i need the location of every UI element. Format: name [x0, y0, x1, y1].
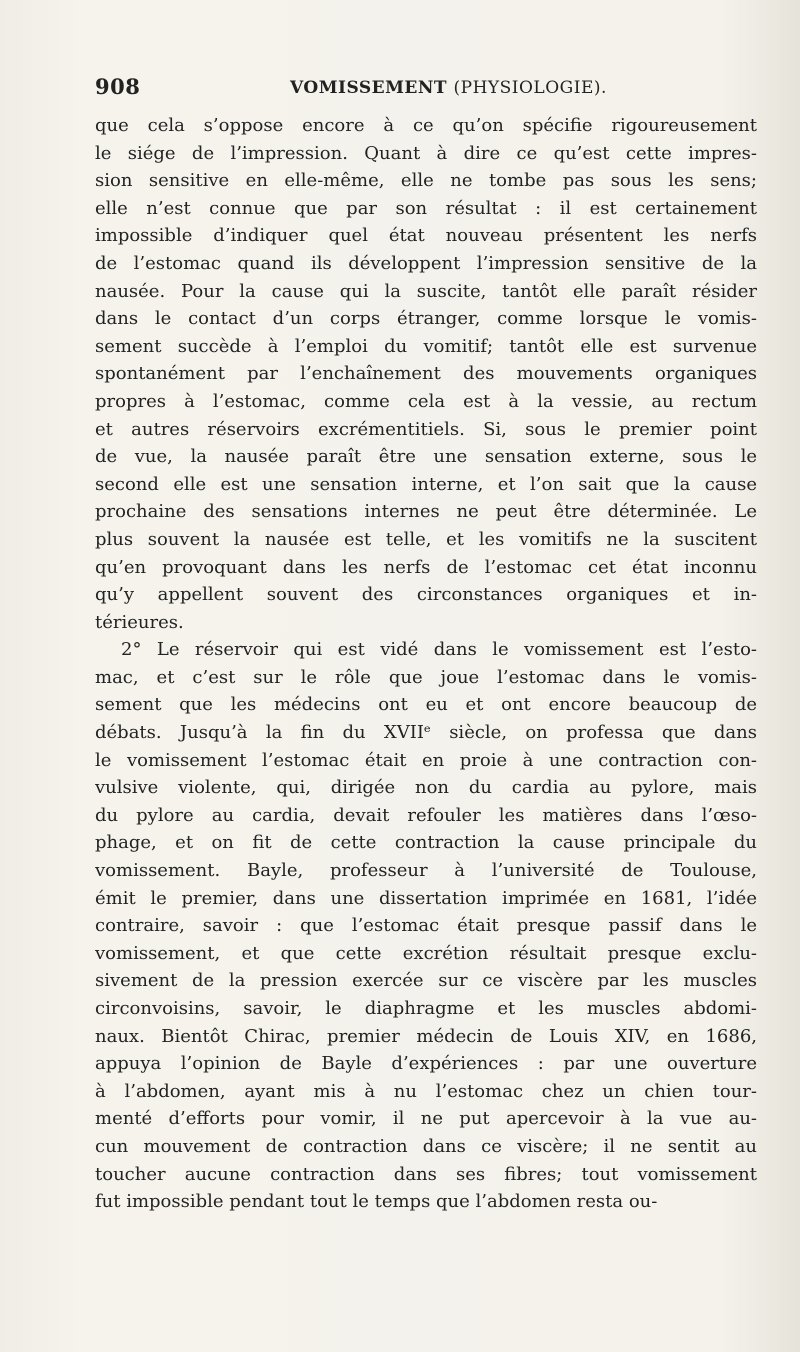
text-line: qu’y appellent souvent des circonstances organiques et in-	[95, 584, 757, 606]
text-line: émit le premier, dans une dissertation imprimée en 1681, l’idée	[95, 887, 757, 909]
text-line: toucher aucune contraction dans ses fibres; tout vomissement	[95, 1163, 757, 1185]
text-line: le vomissement l’estomac était en proie à une contraction con-	[95, 749, 757, 771]
text-line: propres à l’estomac, comme cela est à la vessie, au rectum	[95, 390, 757, 412]
text-line: sion sensitive en elle-même, elle ne tombe pas sous les sens;	[95, 170, 757, 192]
text-line: spontanément par l’enchaînement des mouvements organiques	[95, 363, 757, 385]
text-line: mac, et c’est sur le rôle que joue l’estomac dans le vomis-	[95, 666, 757, 688]
text-line: que cela s’oppose encore à ce qu’on spécifie rigoureusement	[95, 115, 757, 136]
text-line: térieures.	[95, 611, 184, 633]
text-line: sement que les médecins ont eu et ont encore beaucoup de	[95, 694, 757, 716]
running-title-main: VOMISSEMENT	[290, 78, 448, 98]
text-line: qu’en provoquant dans les nerfs de l’estomac cet état inconnu	[95, 556, 757, 578]
running-header	[95, 74, 755, 104]
text-line: 2° Le réservoir qui est vidé dans le vomissement est l’esto-	[121, 639, 757, 661]
text-line: et autres réservoirs excrémentitiels. Si, sous le premier point	[95, 418, 757, 440]
text-line: dans le contact d’un corps étranger, comme lorsque le vomis-	[95, 308, 757, 330]
text-line: fut impossible pendant tout le temps que l’abdomen resta ou-	[95, 1191, 658, 1213]
text-line: à l’abdomen, ayant mis à nu l’estomac chez un chien tour-	[95, 1080, 757, 1102]
body-text	[95, 112, 757, 1216]
text-line: du pylore au cardia, devait refouler les matières dans l’œso-	[95, 804, 757, 826]
text-line: sement succède à l’emploi du vomitif; tantôt elle est survenue	[95, 335, 757, 357]
page-number: 908	[95, 74, 141, 99]
text-line: cun mouvement de contraction dans ce viscère; il ne sentit au	[95, 1135, 757, 1157]
text-line: débats. Jusqu’à la fin du XVIIᵉ siècle, on professa que dans	[95, 722, 757, 744]
text-line: menté d’efforts pour vomir, il ne put apercevoir à la vue au-	[95, 1108, 757, 1130]
running-title	[290, 78, 607, 98]
text-line: prochaine des sensations internes ne peut être déterminée. Le	[95, 501, 757, 523]
text-line: appuya l’opinion de Bayle d’expériences : par une ouverture	[95, 1053, 757, 1075]
text-line: de l’estomac quand ils développent l’impression sensitive de la	[95, 252, 757, 274]
text-line: vomissement. Bayle, professeur à l’université de Toulouse,	[95, 860, 757, 882]
text-line: le siége de l’impression. Quant à dire ce qu’est cette impres-	[95, 142, 757, 164]
text-line: contraire, savoir : que l’estomac était presque passif dans le	[95, 915, 757, 937]
text-line: second elle est une sensation interne, et l’on sait que la cause	[95, 473, 757, 495]
text-line: vomissement, et que cette excrétion résultait presque exclu-	[95, 942, 757, 964]
text-line: plus souvent la nausée est telle, et les vomitifs ne la suscitent	[95, 528, 757, 550]
text-line: naux. Bientôt Chirac, premier médecin de Louis XIV, en 1686,	[95, 1025, 757, 1047]
text-line: circonvoisins, savoir, le diaphragme et les muscles abdomi-	[95, 998, 757, 1019]
text-line: de vue, la nausée paraît être une sensation externe, sous le	[95, 446, 757, 468]
text-line: vulsive violente, qui, dirigée non du cardia au pylore, mais	[95, 777, 757, 799]
text-line: elle n’est connue que par son résultat : il est certainement	[95, 197, 757, 219]
text-line: phage, et on fit de cette contraction la cause principale du	[95, 832, 757, 854]
text-line: impossible d’indiquer quel état nouveau présentent les nerfs	[95, 225, 757, 247]
text-line: sivement de la pression exercée sur ce viscère par les muscles	[95, 970, 757, 992]
running-title-subtitle: (PHYSIOLOGIE).	[453, 78, 607, 98]
text-line: nausée. Pour la cause qui la suscite, tantôt elle paraît résider	[95, 280, 757, 302]
